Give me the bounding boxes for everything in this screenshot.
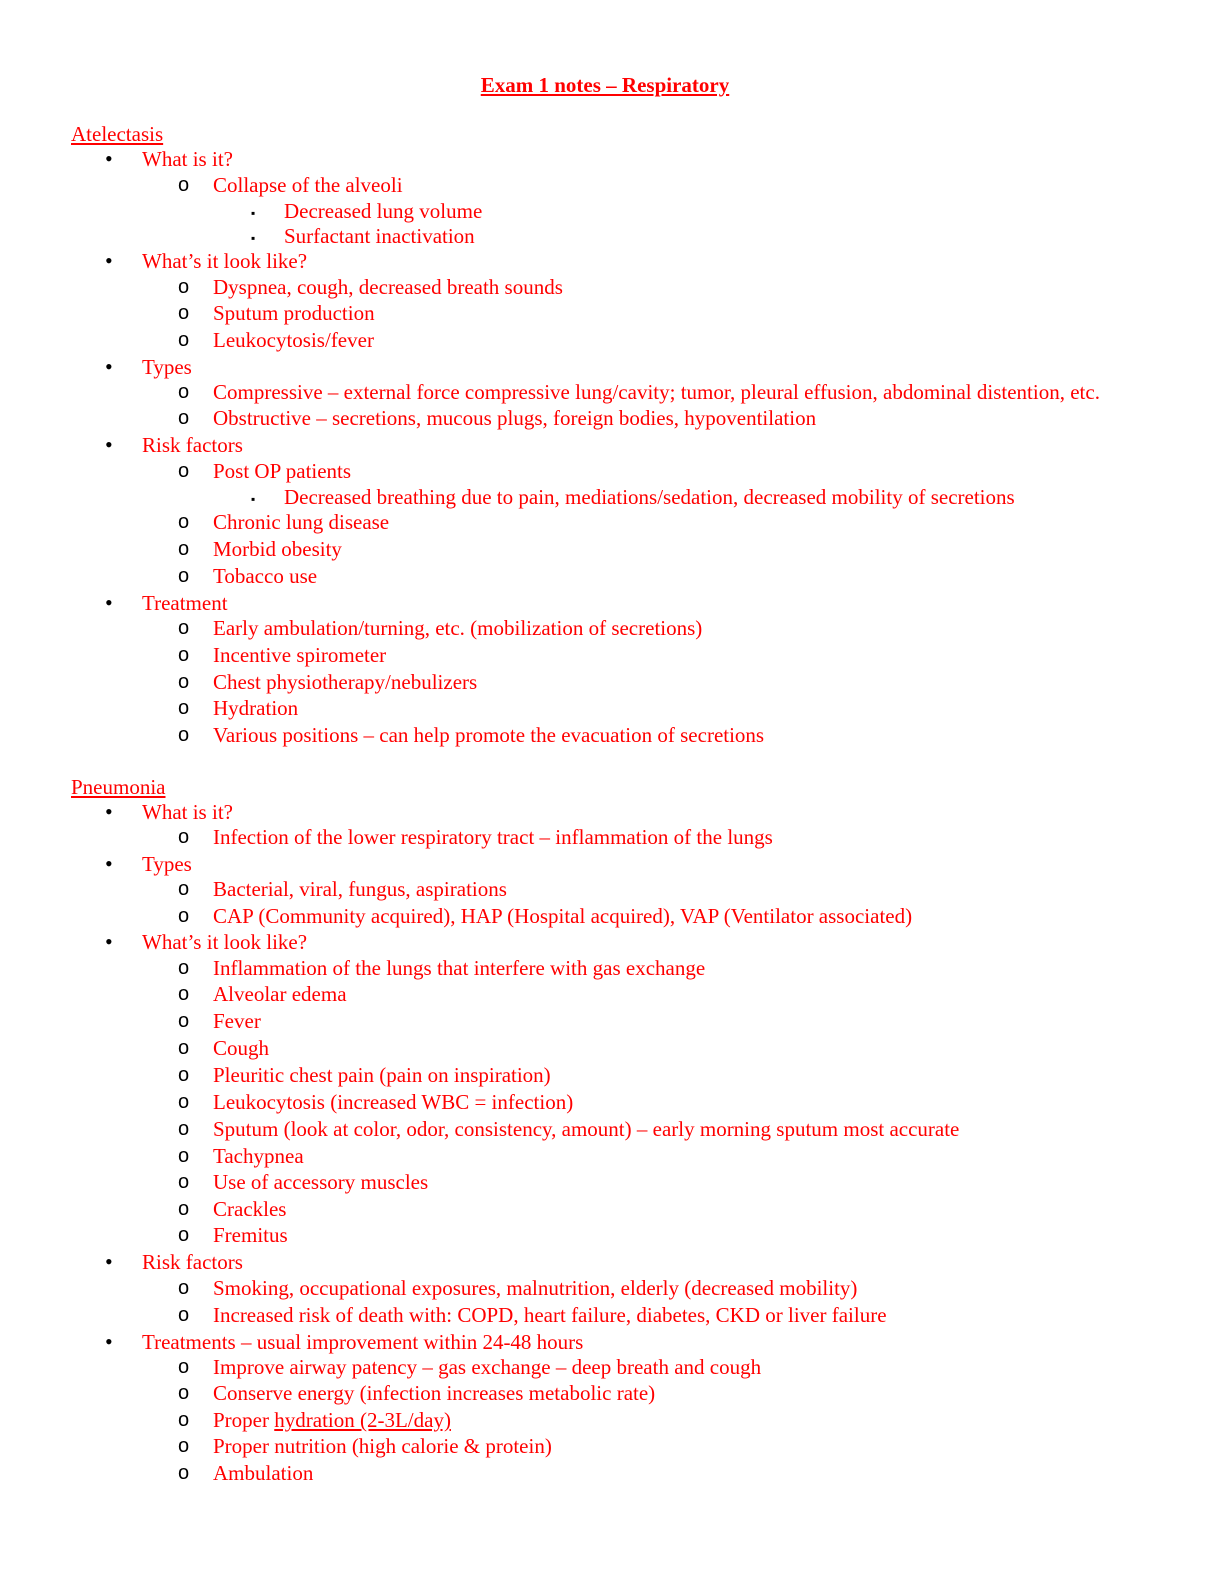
sub-list-item-text: Cough (213, 1036, 270, 1060)
list-item (142, 146, 233, 172)
sub-list-item-text: Fever (213, 1009, 261, 1033)
sub-list-item (213, 563, 317, 589)
sub-list-item (213, 669, 477, 695)
sub-list-item (213, 1089, 573, 1115)
bullet-dot-icon: • (105, 1249, 113, 1274)
sub-list-item (213, 536, 342, 562)
section-heading-atelectasis-text: Atelectasis (71, 122, 164, 146)
sub-sub-list-item (284, 223, 475, 249)
sub-list-item (213, 300, 375, 326)
sub-list-item-text: Early ambulation/turning, etc. (mobilization of secretions) (213, 616, 703, 640)
bullet-square-icon: ▪ (251, 231, 256, 245)
bullet-dot-icon: • (105, 799, 113, 824)
sub-list-item-text: Various positions – can help promote the evacuation of secretions (213, 723, 765, 747)
bullet-dot-icon: • (105, 248, 113, 273)
sub-list-item-text: Sputum (look at color, odor, consistency, amount) – early morning sputum most accurate (213, 1117, 960, 1141)
bullet-dot-icon: • (105, 851, 113, 876)
list-item-text: What is it? (142, 147, 233, 171)
list-item-text: Risk factors (142, 433, 243, 457)
bullet-circle-icon: o (178, 1118, 190, 1140)
sub-sub-list-item-text: Decreased breathing due to pain, mediations/sedation, decreased mobility of secretions (284, 485, 1015, 509)
list-item (142, 799, 233, 825)
bullet-circle-icon: o (178, 511, 190, 533)
list-item (142, 851, 192, 877)
bullet-circle-icon: o (178, 407, 190, 429)
bullet-circle-icon: o (178, 1382, 190, 1404)
sub-list-item (213, 327, 374, 353)
bullet-dot-icon: • (105, 590, 113, 615)
list-item (142, 432, 243, 458)
bullet-circle-icon: o (178, 1356, 190, 1378)
sub-list-item (213, 955, 705, 981)
sub-list-item (213, 1008, 261, 1034)
sub-sub-list-item-text: Decreased lung volume (284, 199, 483, 223)
bullet-circle-icon: o (178, 1224, 190, 1246)
document-title: Exam 1 notes – Respiratory (480, 73, 730, 97)
bullet-circle-icon: o (178, 1198, 190, 1220)
sub-list-item (213, 1116, 959, 1142)
sub-list-item-text: Tobacco use (213, 564, 318, 588)
sub-list-item (213, 1196, 286, 1222)
bullet-circle-icon: o (178, 302, 190, 324)
bullet-circle-icon: o (178, 565, 190, 587)
bullet-circle-icon: o (178, 1277, 190, 1299)
list-item-text: What is it? (142, 800, 233, 824)
bullet-circle-icon: o (178, 983, 190, 1005)
sub-list-item-text: Leukocytosis/fever (213, 328, 374, 352)
sub-list-item-text: Alveolar edema (213, 982, 347, 1006)
bullet-dot-icon: • (105, 146, 113, 171)
sub-list-item-text: Improve airway patency – gas exchange – deep breath and cough (213, 1355, 762, 1379)
list-item-text: Types (142, 852, 192, 876)
bullet-circle-icon: o (178, 905, 190, 927)
sub-list-item (213, 1062, 551, 1088)
list-item (142, 354, 192, 380)
sub-list-item-text: Chest physiotherapy/nebulizers (213, 670, 478, 694)
bullet-square-icon: ▪ (251, 492, 256, 506)
bullet-circle-icon: o (178, 617, 190, 639)
sub-sub-list-item (284, 484, 1015, 510)
sub-list-item (213, 824, 773, 850)
section-heading-pneumonia-text: Pneumonia (71, 775, 166, 799)
bullet-circle-icon: o (178, 1145, 190, 1167)
bullet-dot-icon: • (105, 354, 113, 379)
bullet-dot-icon: • (105, 929, 113, 954)
bullet-circle-icon: o (178, 671, 190, 693)
sub-list-item-text: Dyspnea, cough, decreased breath sounds (213, 275, 563, 299)
bullet-circle-icon: o (178, 1409, 190, 1431)
sub-list-item-text: Obstructive – secretions, mucous plugs, foreign bodies, hypoventilation (213, 406, 817, 430)
list-item-text: Treatments – usual improvement within 24-48 hours (142, 1330, 584, 1354)
list-item-text: Treatment (142, 591, 228, 615)
sub-list-item-text: Leukocytosis (increased WBC = infection) (213, 1090, 574, 1114)
sub-list-item-text: Use of accessory muscles (213, 1170, 429, 1194)
sub-list-item-text: Proper nutrition (high calorie & protein) (213, 1434, 552, 1458)
bullet-circle-icon: o (178, 1064, 190, 1086)
sub-list-item (213, 1302, 887, 1328)
sub-list-item (213, 1169, 428, 1195)
list-item (142, 929, 307, 955)
list-item (142, 1249, 243, 1275)
sub-list-item-text: Infection of the lower respiratory tract – inflammation of the lungs (213, 825, 773, 849)
bullet-circle-icon: o (178, 460, 190, 482)
sub-list-item-text: Post OP patients (213, 459, 352, 483)
sub-list-item-text: Inflammation of the lungs that interfere with gas exchange (213, 956, 706, 980)
bullet-circle-icon: o (178, 538, 190, 560)
bullet-circle-icon: o (178, 1304, 190, 1326)
sub-list-item-text: Compressive – external force compressive lung/cavity; tumor, pleural effusion, abdominal distention, etc. (213, 380, 1100, 404)
sub-list-item (213, 1222, 288, 1248)
list-item-text: Risk factors (142, 1250, 243, 1274)
bullet-circle-icon: o (178, 1037, 190, 1059)
bullet-square-icon: ▪ (251, 206, 256, 220)
bullet-circle-icon: o (178, 697, 190, 719)
sub-list-item-text: Ambulation (213, 1461, 314, 1485)
sub-list-item-text: Fremitus (213, 1223, 288, 1247)
sub-list-item (213, 1433, 552, 1459)
bullet-dot-icon: • (105, 432, 113, 457)
list-item-text: Types (142, 355, 192, 379)
sub-list-item-underlined-text: hydration (2-3L/day) (274, 1408, 451, 1432)
bullet-circle-icon: o (178, 329, 190, 351)
sub-list-item-text: Conserve energy (infection increases metabolic rate) (213, 1381, 656, 1405)
bullet-circle-icon: o (178, 276, 190, 298)
sub-list-item (213, 1460, 313, 1486)
list-item (142, 248, 307, 274)
list-item-text: What’s it look like? (142, 930, 308, 954)
sub-list-item (213, 405, 816, 431)
sub-list-item-text: Chronic lung disease (213, 510, 390, 534)
sub-list-item (213, 379, 1100, 405)
section-heading-atelectasis (71, 121, 163, 147)
sub-sub-list-item (284, 198, 482, 224)
bullet-circle-icon: o (178, 1010, 190, 1032)
sub-sub-list-item-text: Surfactant inactivation (284, 224, 475, 248)
sub-list-item (213, 1275, 857, 1301)
sub-list-item (213, 1143, 304, 1169)
sub-list-item-text: Pleuritic chest pain (pain on inspiration) (213, 1063, 551, 1087)
bullet-dot-icon: • (105, 1329, 113, 1354)
sub-list-item-text: Incentive spirometer (213, 643, 387, 667)
sub-list-item (213, 1407, 451, 1433)
sub-list-item-text: Sputum production (213, 301, 375, 325)
sub-list-item (213, 1035, 269, 1061)
bullet-circle-icon: o (178, 878, 190, 900)
sub-list-item-text: Crackles (213, 1197, 287, 1221)
sub-list-item-text: Increased risk of death with: COPD, heart failure, diabetes, CKD or liver failure (213, 1303, 887, 1327)
sub-list-item (213, 981, 347, 1007)
sub-list-item (213, 722, 764, 748)
bullet-circle-icon: o (178, 957, 190, 979)
bullet-circle-icon: o (178, 1462, 190, 1484)
sub-list-item (213, 615, 702, 641)
list-item (142, 1329, 583, 1355)
bullet-circle-icon: o (178, 1435, 190, 1457)
sub-list-item-text: Morbid obesity (213, 537, 342, 561)
sub-list-item (213, 172, 403, 198)
bullet-circle-icon: o (178, 1091, 190, 1113)
sub-list-item (213, 458, 351, 484)
sub-list-item-text: Bacterial, viral, fungus, aspirations (213, 877, 507, 901)
bullet-circle-icon: o (178, 644, 190, 666)
sub-list-item-text: Collapse of the alveoli (213, 173, 403, 197)
bullet-circle-icon: o (178, 174, 190, 196)
bullet-circle-icon: o (178, 826, 190, 848)
sub-list-item (213, 1380, 655, 1406)
sub-list-item-text: Proper (213, 1408, 275, 1432)
sub-list-item (213, 274, 563, 300)
bullet-circle-icon: o (178, 724, 190, 746)
sub-list-item (213, 509, 389, 535)
sub-list-item (213, 695, 298, 721)
sub-list-item (213, 876, 507, 902)
bullet-circle-icon: o (178, 381, 190, 403)
sub-list-item-text: Tachypnea (213, 1144, 304, 1168)
sub-list-item (213, 903, 912, 929)
sub-list-item (213, 1354, 761, 1380)
sub-list-item (213, 642, 386, 668)
sub-list-item-text: Smoking, occupational exposures, malnutrition, elderly (decreased mobility) (213, 1276, 858, 1300)
bullet-circle-icon: o (178, 1171, 190, 1193)
sub-list-item-text: Hydration (213, 696, 299, 720)
sub-list-item-text: CAP (Community acquired), HAP (Hospital acquired), VAP (Ventilator associated) (213, 904, 913, 928)
section-heading-pneumonia (71, 774, 166, 800)
list-item (142, 590, 228, 616)
list-item-text: What’s it look like? (142, 249, 308, 273)
